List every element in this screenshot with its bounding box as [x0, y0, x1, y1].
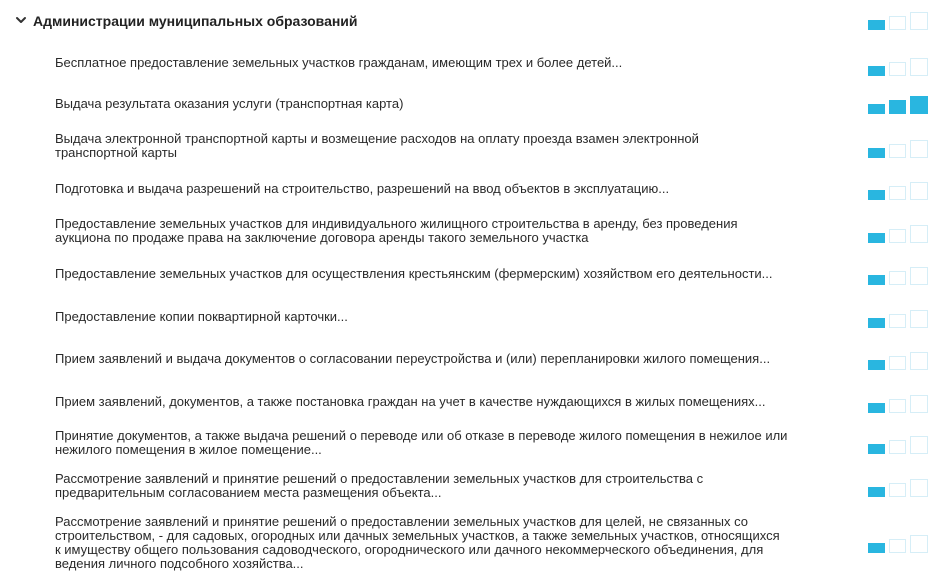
service-title-line: Предоставление копии поквартирной карточки...	[55, 309, 348, 324]
rating-bar-low[interactable]	[868, 543, 885, 553]
rating-bar-mid[interactable]	[889, 399, 906, 413]
rating-bar-mid[interactable]	[889, 271, 906, 285]
rating-bars	[868, 56, 947, 76]
rating-bar-mid[interactable]	[889, 440, 906, 454]
rating-bars	[868, 138, 947, 158]
service-title-line: Выдача результата оказания услуги (транспортная карта)	[55, 96, 404, 111]
rating-bar-mid[interactable]	[889, 539, 906, 553]
service-title-line: Прием заявлений и выдача документов о согласовании переустройства и (или) перепланировки жилого помещения...	[55, 351, 771, 366]
service-title-line: ведения личного подсобного хозяйства...	[55, 556, 304, 571]
service-title[interactable]	[55, 132, 863, 160]
service-title-line: Выдача электронной транспортной карты и возмещение расходов на оплату проезда взамен электронной	[55, 131, 699, 146]
rating-bar-mid[interactable]	[889, 16, 906, 30]
rating-bar-low[interactable]	[868, 403, 885, 413]
service-title[interactable]	[55, 429, 863, 457]
rating-bar-low[interactable]	[868, 190, 885, 200]
rating-bars	[868, 223, 947, 243]
rating-bar-low[interactable]	[868, 444, 885, 454]
service-title[interactable]	[55, 97, 863, 111]
service-title[interactable]	[55, 56, 863, 70]
service-title-line: строительством, - для садовых, огородных или дачных земельных участков, а также земельных участков, относящихся	[55, 528, 780, 543]
rating-bar-mid[interactable]	[889, 356, 906, 370]
rating-bar-low[interactable]	[868, 318, 885, 328]
service-title[interactable]	[55, 472, 863, 500]
rating-bar-high[interactable]	[910, 267, 928, 285]
rating-bar-high[interactable]	[910, 310, 928, 328]
service-title-line: транспортной карты	[55, 145, 177, 160]
rating-bars	[868, 350, 947, 370]
rating-bar-high[interactable]	[910, 395, 928, 413]
service-title-line: Предоставление земельных участков для индивидуального жилищного строительства в аренду, без проведения	[55, 216, 738, 231]
rating-bar-high[interactable]	[910, 182, 928, 200]
service-title[interactable]	[55, 395, 863, 409]
rating-bars	[868, 265, 947, 285]
service-title-line: Рассмотрение заявлений и принятие решений о предоставлении земельных участков для строительства с	[55, 471, 704, 486]
service-title-line: аукциона по продаже права на заключение договора аренды такого земельного участка	[55, 230, 589, 245]
rating-bar-mid[interactable]	[889, 100, 906, 114]
service-title-line: к имуществу общего пользования садоводческого, огороднического или дачного некоммерческого объединения, для	[55, 542, 764, 557]
rating-bar-high[interactable]	[910, 479, 928, 497]
rating-bar-high[interactable]	[910, 12, 928, 30]
rating-bars	[868, 308, 947, 328]
rating-bar-high[interactable]	[910, 535, 928, 553]
rating-bars	[868, 477, 947, 497]
service-title-line: Подготовка и выдача разрешений на строительство, разрешений на ввод объектов в эксплуатацию...	[55, 181, 670, 196]
service-title[interactable]	[55, 352, 863, 366]
rating-bar-mid[interactable]	[889, 229, 906, 243]
rating-bar-mid[interactable]	[889, 62, 906, 76]
rating-bar-high[interactable]	[910, 436, 928, 454]
service-title-line: Прием заявлений, документов, а также постановка граждан на учет в качестве нуждающихся в жилых помещениях...	[55, 394, 766, 409]
rating-bars	[868, 180, 947, 200]
rating-bars	[868, 434, 947, 454]
rating-bars	[868, 533, 947, 553]
group-rating-bars	[868, 10, 947, 30]
service-title-line: предварительным согласованием места размещения объекта...	[55, 485, 442, 500]
rating-bar-high[interactable]	[910, 96, 928, 114]
group-title: Администрации муниципальных образований	[33, 13, 358, 29]
rating-bar-mid[interactable]	[889, 186, 906, 200]
rating-bar-mid[interactable]	[889, 483, 906, 497]
rating-bar-low[interactable]	[868, 66, 885, 76]
service-title-line: Рассмотрение заявлений и принятие решений о предоставлении земельных участков для целей, не связанных со	[55, 514, 749, 529]
rating-bar-low[interactable]	[868, 148, 885, 158]
group-header	[0, 0, 947, 42]
service-title-line: Принятие документов, а также выдача решений о переводе или об отказе в переводе жилого помещения в нежилое или	[55, 428, 788, 443]
service-title[interactable]	[55, 515, 863, 571]
service-title[interactable]	[55, 182, 863, 196]
rating-bar-low[interactable]	[868, 20, 885, 30]
rating-bar-low[interactable]	[868, 275, 885, 285]
rating-bar-high[interactable]	[910, 140, 928, 158]
rating-bar-low[interactable]	[868, 104, 885, 114]
service-title[interactable]	[55, 217, 863, 245]
service-title[interactable]	[55, 310, 863, 324]
rating-bars	[868, 393, 947, 413]
rating-bars	[868, 94, 947, 114]
rating-bar-low[interactable]	[868, 360, 885, 370]
service-title-line: Бесплатное предоставление земельных участков гражданам, имеющим трех и более детей...	[55, 55, 623, 70]
rating-bar-high[interactable]	[910, 225, 928, 243]
service-title-line: нежилого помещения в жилое помещение...	[55, 442, 322, 457]
rating-bar-mid[interactable]	[889, 144, 906, 158]
rating-bar-high[interactable]	[910, 352, 928, 370]
rating-bar-high[interactable]	[910, 58, 928, 76]
service-title-line: Предоставление земельных участков для осуществления крестьянским (фермерским) хозяйством его деятельности...	[55, 266, 773, 281]
rating-bar-low[interactable]	[868, 487, 885, 497]
rating-bar-low[interactable]	[868, 233, 885, 243]
service-title[interactable]	[55, 267, 863, 281]
rating-bar-mid[interactable]	[889, 314, 906, 328]
chevron-down-icon[interactable]	[15, 14, 27, 26]
